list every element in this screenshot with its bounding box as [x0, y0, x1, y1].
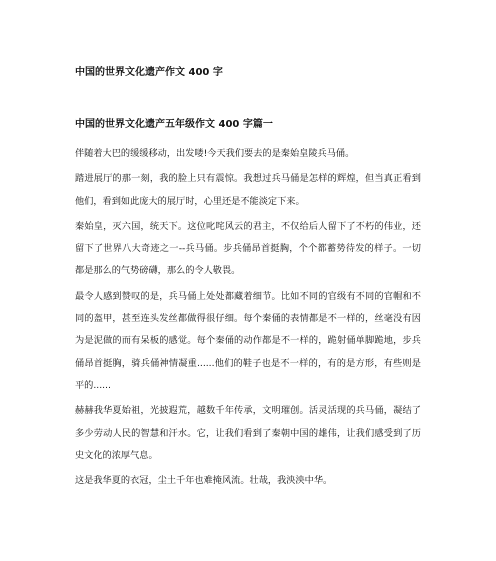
document-title: 中国的世界文化遗产作文 400 字	[75, 67, 223, 78]
paragraph: 秦始皇，灭六国，统天下。这位叱咤风云的君主，不仅给后人留下了不朽的伟业，还留下了世界八大奇迹之一--兵马俑。步兵俑昂首挺胸，个个都蓄势待发的样子。一切都是那么的气势磅礴，那么的令人敬畏。	[75, 220, 421, 277]
document-body	[75, 143, 421, 492]
paragraph: 伴随着大巴的缓缓移动，出发喽!今天我们要去的是秦始皇陵兵马俑。	[75, 148, 355, 159]
section-title: 中国的世界文化遗产五年级作文 400 字篇一	[75, 119, 273, 130]
paragraph: 这是我华夏的衣冠，尘土千年也难掩风流。壮哉，我泱泱中华。	[75, 475, 333, 487]
paragraph: 赫赫我华夏始祖，光披遐荒，越数千年传承，文明璀创。活灵活现的兵马俑，凝结了多少劳动人民的智慧和汗水。它，让我们看到了秦朝中国的雄伟，让我们感受到了历史文化的浓厚气息。	[75, 405, 421, 461]
paragraph: 踏进展厅的那一刻，我的脸上只有震惊。我想过兵马俑是怎样的辉煌，但当真正看到他们，看到如此庞大的展厅时，心里还是不能淡定下来。	[75, 173, 421, 207]
paragraph: 最令人感到赞叹的是，兵马俑上处处都藏着细节。比如不同的官级有不同的官帽和不同的盔甲，甚至连头发丝都做得很仔细。每个秦俑的表情都是不一样的，丝毫没有因为是泥做的而有呆板的感觉。每个秦俑的动作都是不一样的，跪射俑单脚跪地，步兵俑昂首挺胸，骑兵俑神情凝重......他们的鞋子也是不一样的，有的是方形，有些则是平的......	[75, 290, 421, 391]
